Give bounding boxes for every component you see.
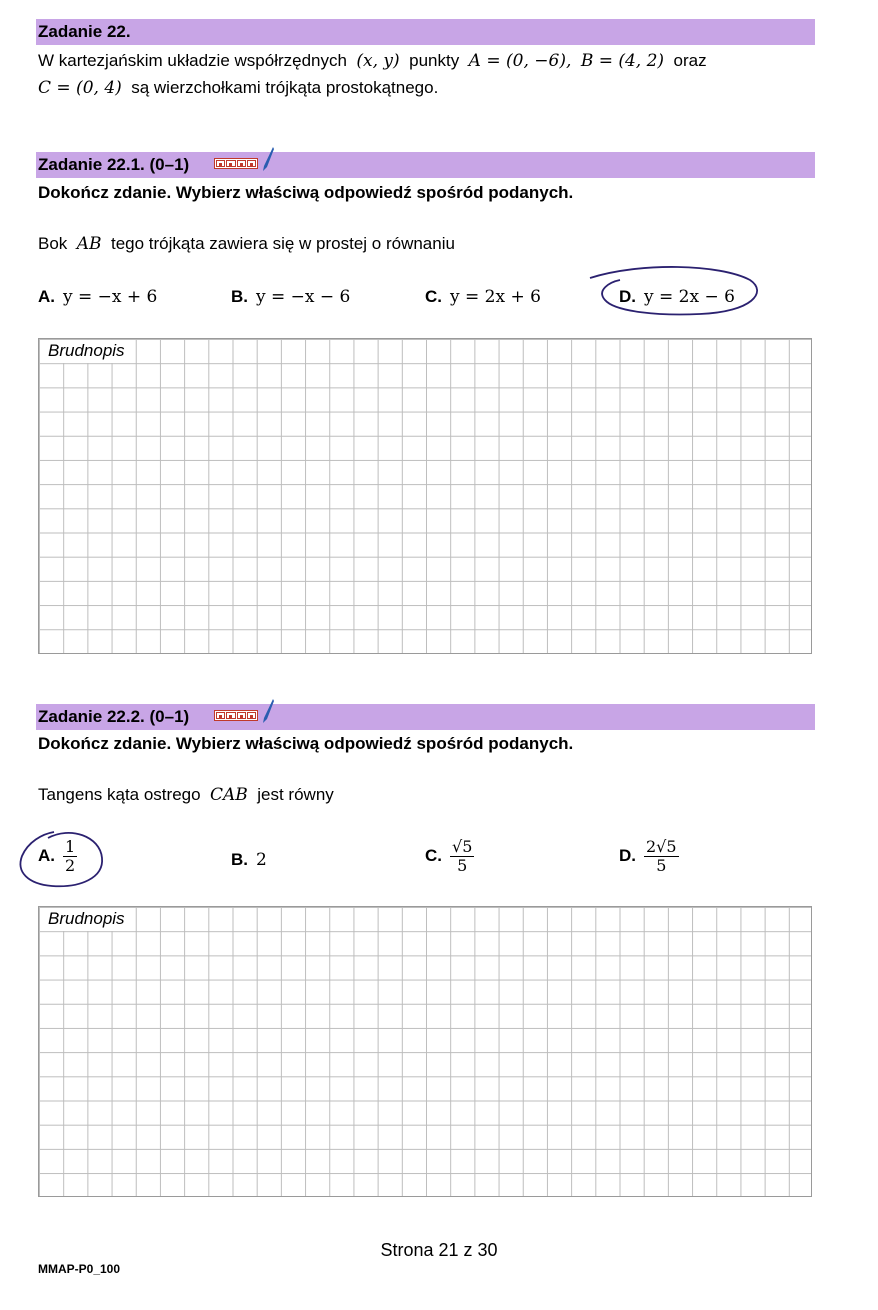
scoring-boxes — [214, 710, 258, 721]
task-22-header — [36, 19, 815, 45]
scratchpad-grid-1[interactable] — [38, 338, 812, 654]
task-22-2-title: Zadanie 22.2. (0–1) — [38, 707, 190, 726]
option-22-2-a[interactable]: A. $\frac{1}{2}$ — [38, 837, 76, 875]
option-22-1-b[interactable]: B. y = −x − 6 — [231, 287, 351, 307]
page-number: Strona 21 z 30 — [380, 1240, 498, 1260]
task-22-2-instruction: Dokończ zdanie. Wybierz właściwą odpowiedź spośród podanych. — [38, 734, 574, 753]
scoring-boxes — [214, 158, 258, 169]
option-22-1-a[interactable]: A. y = −x + 6 — [38, 287, 158, 307]
task-22-title: Zadanie 22. — [38, 22, 131, 41]
pen-icon — [261, 698, 275, 724]
task-22-2-stem: Tangens kąta ostrego CAB jest równy — [38, 785, 334, 805]
task-22-1-stem: Bok AB tego trójkąta zawiera się w prostej o równaniu — [38, 234, 455, 254]
option-22-2-c[interactable]: C. $\frac{√5}{5}$ — [425, 837, 473, 875]
xy-symbol: (x, y) — [356, 51, 400, 71]
task-22-1-title: Zadanie 22.1. (0–1) — [38, 155, 190, 174]
scratchpad-label: Brudnopis — [40, 340, 133, 363]
scratchpad-label: Brudnopis — [40, 908, 133, 931]
option-22-2-b[interactable]: B. 2 — [231, 850, 267, 870]
scratchpad-grid-2[interactable] — [38, 906, 812, 1197]
option-22-1-c[interactable]: C. y = 2x + 6 — [425, 287, 541, 307]
pen-icon — [261, 146, 275, 172]
task-22-1-instruction: Dokończ zdanie. Wybierz właściwą odpowiedź spośród podanych. — [38, 183, 574, 202]
fraction: $\frac{1}{2}$ — [65, 837, 76, 875]
task-22-1-header — [36, 152, 815, 178]
point-b: B = (4, 2) — [580, 51, 665, 71]
option-22-2-d[interactable]: D. $\frac{2√5}{5}$ — [619, 837, 677, 875]
point-c: C = (0, 4) — [38, 78, 122, 98]
task-22-line-1: W kartezjańskim układzie współrzędnych (x, y) punkty A = (0, −6), B = (4, 2) oraz — [38, 51, 707, 71]
fraction: $\frac{√5}{5}$ — [452, 837, 473, 875]
point-a: A = (0, −6), — [468, 51, 572, 71]
task-22-2-header — [36, 704, 815, 730]
fraction: $\frac{2√5}{5}$ — [646, 837, 677, 875]
exam-code: MMAP-P0_100 — [38, 1262, 121, 1276]
option-22-1-d[interactable]: D. y = 2x − 6 — [619, 287, 735, 307]
task-22-line-2: C = (0, 4) są wierzchołkami trójkąta prostokątnego. — [38, 78, 439, 98]
